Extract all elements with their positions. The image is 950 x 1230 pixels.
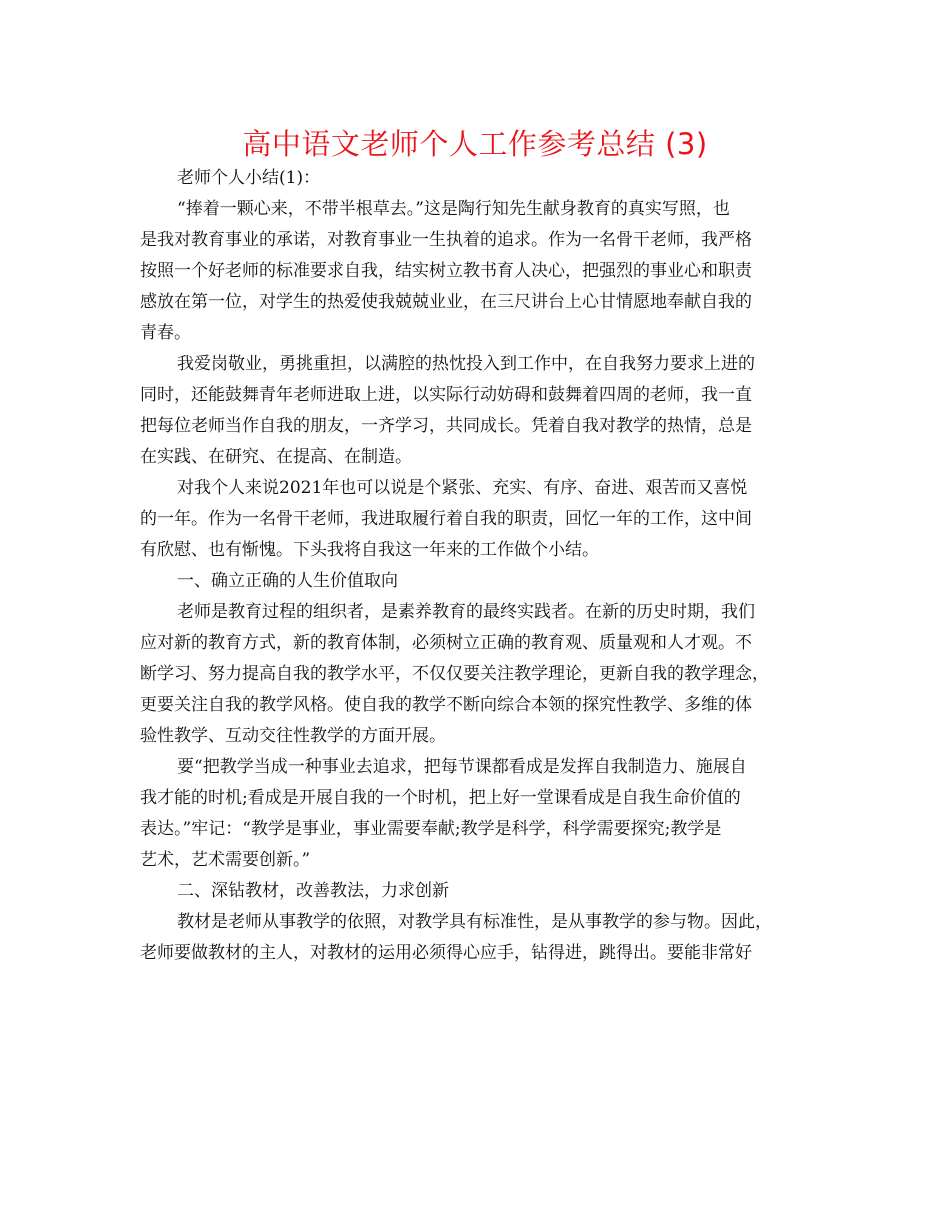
text-line: 老师要做教材的主人，对教材的运用必须得心应手，钻得进，跳得出。要能非常好 bbox=[140, 943, 752, 963]
text-line: 我爱岗敬业，勇挑重担，以满腔的热忱投入到工作中，在自我努力要求上进的 bbox=[177, 354, 755, 374]
text-line: 青春。 bbox=[140, 323, 191, 343]
text-line: 同时，还能鼓舞青年老师进取上进，以实际行动妨碍和鼓舞着四周的老师，我一直 bbox=[140, 385, 752, 405]
text-line: 要“把教学当成一种事业去追求，把每节课都看成是发挥自我制造力、施展自 bbox=[177, 757, 747, 777]
text-line: 有欣慰、也有惭愧。下头我将自我这一年来的工作做个小结。 bbox=[140, 540, 599, 560]
text-line: 艺术，艺术需要创新。” bbox=[140, 850, 311, 870]
text-line: 断学习、努力提高自我的教学水平，不仅仅要关注教学理论，更新自我的教学理念， bbox=[140, 664, 769, 684]
text-line: 对我个人来说2021年也可以说是个紧张、充实、有序、奋进、艰苦而又喜悦 bbox=[177, 478, 748, 498]
text-line: 二、深钻教材，改善教法，力求创新 bbox=[177, 881, 449, 901]
text-line: 把每位老师当作自我的朋友，一齐学习，共同成长。凭着自我对教学的热情，总是 bbox=[140, 416, 752, 436]
text-line: “捧着一颗心来，不带半根草去。”这是陶行知先生献身教育的真实写照，也 bbox=[177, 199, 730, 219]
text-line: 是我对教育事业的承诺，对教育事业一生执着的追求。作为一名骨干老师，我严格 bbox=[140, 230, 752, 250]
text-line: 更要关注自我的教学风格。使自我的教学不断向综合本领的探究性教学、多维的体 bbox=[140, 695, 752, 715]
document-body bbox=[140, 163, 816, 969]
text-line: 感放在第一位，对学生的热爱使我兢兢业业，在三尺讲台上心甘情愿地奉献自我的 bbox=[140, 292, 752, 312]
text-line: 我才能的时机;看成是开展自我的一个时机，把上好一堂课看成是自我生命价值的 bbox=[140, 788, 741, 808]
text-line: 表达。”牢记：“教学是事业，事业需要奉献;教学是科学，科学需要探究;教学是 bbox=[140, 819, 722, 839]
text-line: 老师个人小结(1)： bbox=[177, 168, 321, 188]
text-line: 按照一个好老师的标准要求自我，结实树立教书育人决心，把强烈的事业心和职责 bbox=[140, 261, 752, 281]
text-line: 在实践、在研究、在提高、在制造。 bbox=[140, 447, 412, 467]
text-line: 教材是老师从事教学的依照，对教学具有标准性，是从事教学的参与物。因此， bbox=[177, 912, 772, 932]
text-line: 应对新的教育方式，新的教育体制，必须树立正确的教育观、质量观和人才观。不 bbox=[140, 633, 752, 653]
text-line: 老师是教育过程的组织者，是素养教育的最终实践者。在新的历史时期，我们 bbox=[177, 602, 755, 622]
document-title: 高中语文老师个人工作参考总结 (3) bbox=[242, 127, 708, 161]
text-line: 验性教学、互动交往性教学的方面开展。 bbox=[140, 726, 446, 746]
text-line: 一、确立正确的人生价值取向 bbox=[177, 571, 398, 591]
text-line: 的一年。作为一名骨干老师，我进取履行着自我的职责，回忆一年的工作，这中间 bbox=[140, 509, 752, 529]
